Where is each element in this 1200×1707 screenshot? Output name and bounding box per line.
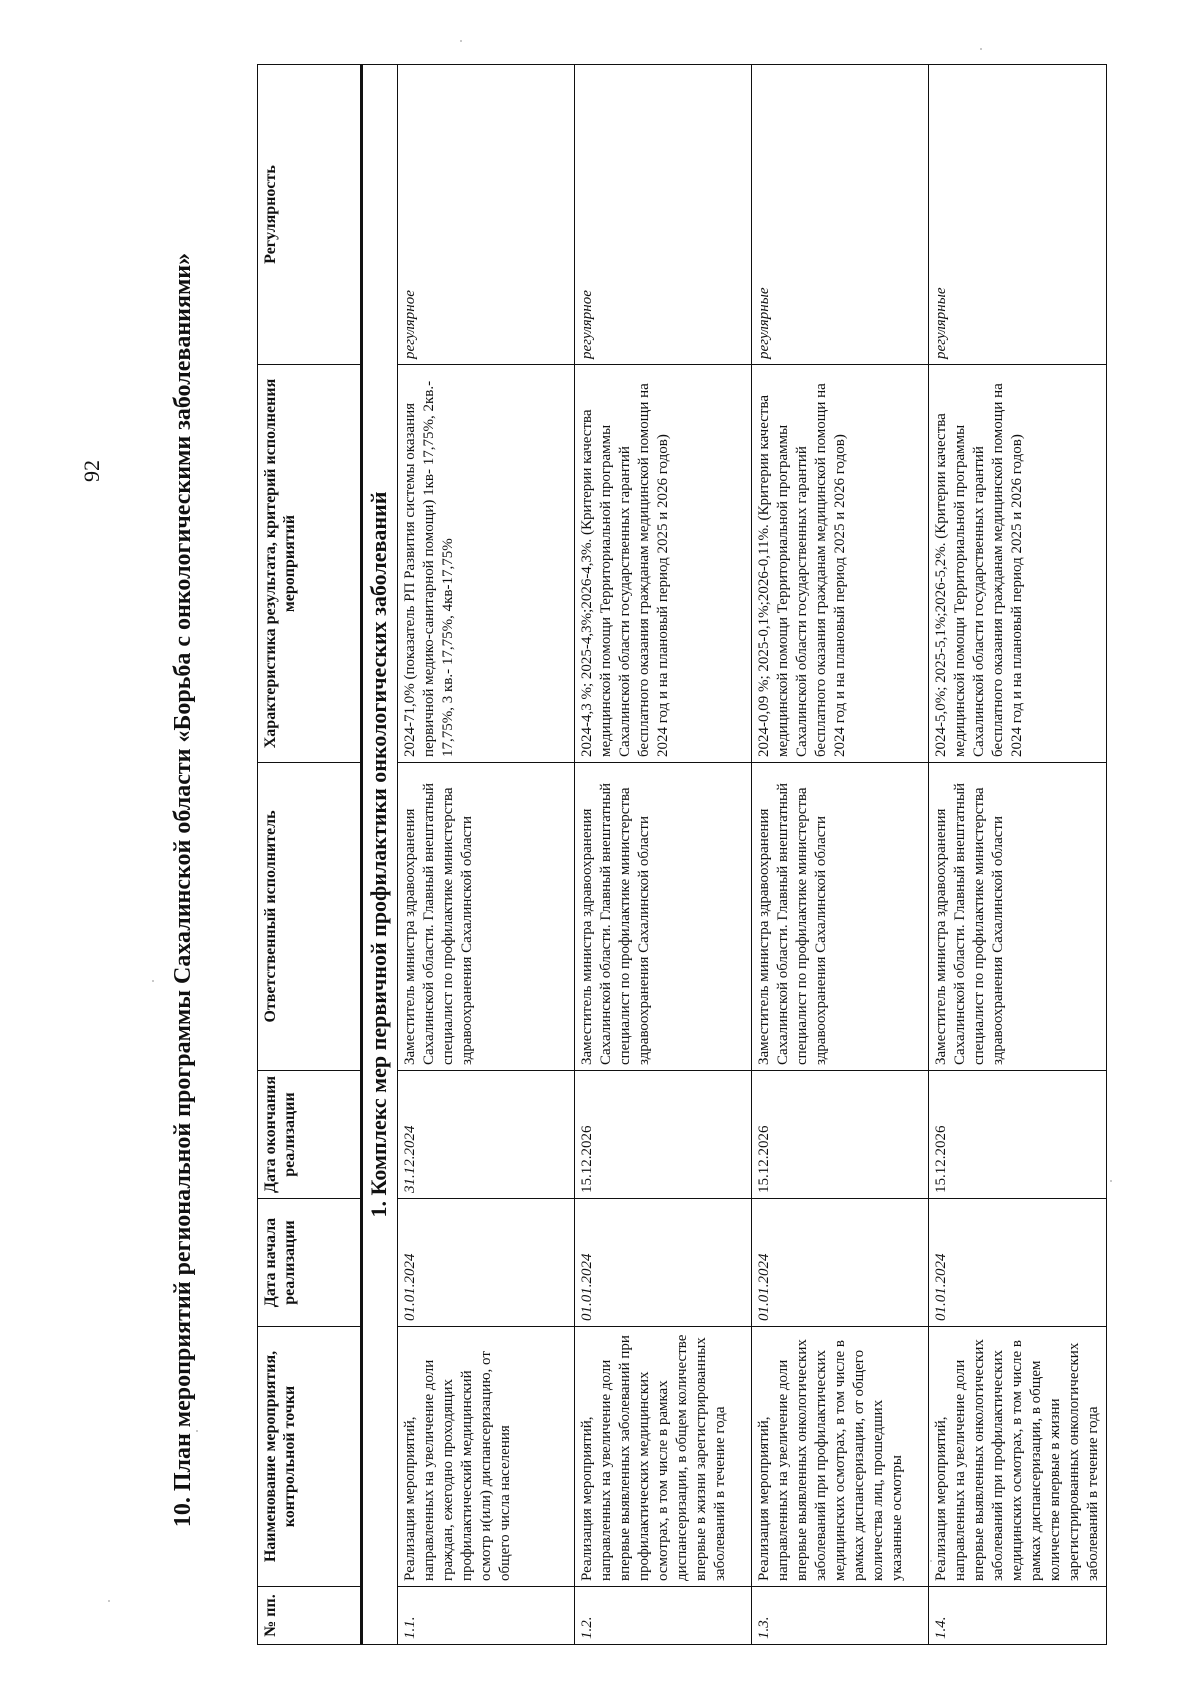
row-name: Реализация мероприятий, направленных на увеличение доли граждан, ежегодно проходящих профилактический медицинский осмотр и(или) диспансеризацию, от общего числа населения [398,1327,575,1587]
row-end-date: 15.12.2026 [575,1071,752,1199]
row-executor: Заместитель министра здравоохранения Сахалинской области. Главный внештатный специалист по профилактике министерства здравоохранения Сахалинской области [398,763,575,1071]
row-result: 2024-0,09 %; 2025-0,1%;2026-0,11%. (Критерии качества медицинской помощи Территориальной программы Сахалинской области государственных гарантий бесплатного оказания гражданам медицинской помощи на 2024 год и на плановый период 2025 и 2026 годов) [752,365,929,763]
table-row [929,65,1107,1645]
section-row [362,65,398,1645]
row-start-date: 01.01.2024 [398,1199,575,1327]
row-end-date: 15.12.2026 [929,1071,1107,1199]
header-result: Характеристика результата, критерий исполнения мероприятий [258,365,362,763]
table-sheet [257,65,1162,1645]
scan-speck [108,1600,110,1602]
header-num: № пп. [258,1587,362,1645]
scan-speck [460,40,462,42]
row-executor: Заместитель министра здравоохранения Сахалинской области. Главный внештатный специалист по профилактике министерства здравоохранения Сахалинской области [575,763,752,1071]
row-start-date: 01.01.2024 [575,1199,752,1327]
row-num: 1.3. [752,1587,929,1645]
table-row [752,65,929,1645]
row-end-date: 31.12.2024 [398,1071,575,1199]
header-executor: Ответственный исполнитель [258,763,362,1071]
table-row [398,65,575,1645]
section-title: 1. Комплекс мер первичной профилактики онкологических заболеваний [362,65,398,1645]
row-num: 1.1. [398,1587,575,1645]
row-regularity: регулярное [398,65,575,365]
row-regularity: регулярное [575,65,752,365]
row-start-date: 01.01.2024 [752,1199,929,1327]
table-row [575,65,752,1645]
row-end-date: 15.12.2026 [752,1071,929,1199]
row-result: 2024-71,0% (показатель РП Развития системы оказания первичной медико-санитарной помощи) 1кв- 17,75%, 2кв.- 17,75%, 3 кв.- 17,75%, 4кв-17,75% [398,365,575,763]
row-regularity: регулярные [752,65,929,365]
row-name: Реализация мероприятий, направленных на увеличение доли впервые выявленных заболеваний при профилактических медицинских осмотрах, в том числе в рамках диспансеризации, в общем количестве впервые в жизни зарегистрированных заболеваний в течение года [575,1327,752,1587]
header-regularity: Регулярность [258,65,362,365]
header-name: Наименование мероприятия, контрольной точки [258,1327,362,1587]
row-start-date: 01.01.2024 [929,1199,1107,1327]
page-title: 10. План мероприятий региональной программы Сахалинской области «Борьба с онкологическими заболеваниями» [170,252,196,1528]
row-name: Реализация мероприятий, направленных на увеличение доли впервые выявленных онкологических заболеваний при профилактических медицинских осмотрах, в том числе в рамках диспансеризации, в общем количестве впервые в жизни зарегистрированных онкологических заболеваний в течение года [929,1327,1107,1587]
activities-table [257,64,1107,1645]
table-header-row [258,65,362,1645]
scan-speck [980,48,982,50]
row-num: 1.2. [575,1587,752,1645]
row-result: 2024-5,0%; 2025-5,1%;2026-5,2%. (Критерии качества медицинской помощи Территориальной программы Сахалинской области государственных гарантий бесплатного оказания гражданам медицинской помощи на 2024 год и на плановый период 2025 и 2026 годов) [929,365,1107,763]
row-executor: Заместитель министра здравоохранения Сахалинской области. Главный внештатный специалист по профилактике министерства здравоохранения Сахалинской области [752,763,929,1071]
header-start: Дата начала реализации [258,1199,362,1327]
header-end: Дата окончания реализации [258,1071,362,1199]
row-result: 2024-4,3 %; 2025-4,3%;2026-4,3%. (Критерии качества медицинской помощи Территориальной программы Сахалинской области государственных гарантий бесплатного оказания гражданам медицинской помощи на 2024 год и на плановый период 2025 и 2026 годов) [575,365,752,763]
page-number: 92 [79,460,104,482]
row-name: Реализация мероприятий, направленных на увеличение доли впервые выявленных онкологических заболеваний при профилактических медицинских осмотрах, в том числе в рамках диспансеризации, от общего количества лиц, прошедших указанные осмотры [752,1327,929,1587]
scan-speck [152,980,154,982]
row-executor: Заместитель министра здравоохранения Сахалинской области. Главный внештатный специалист по профилактике министерства здравоохранения Сахалинской области [929,763,1107,1071]
row-regularity: регулярные [929,65,1107,365]
row-num: 1.4. [929,1587,1107,1645]
